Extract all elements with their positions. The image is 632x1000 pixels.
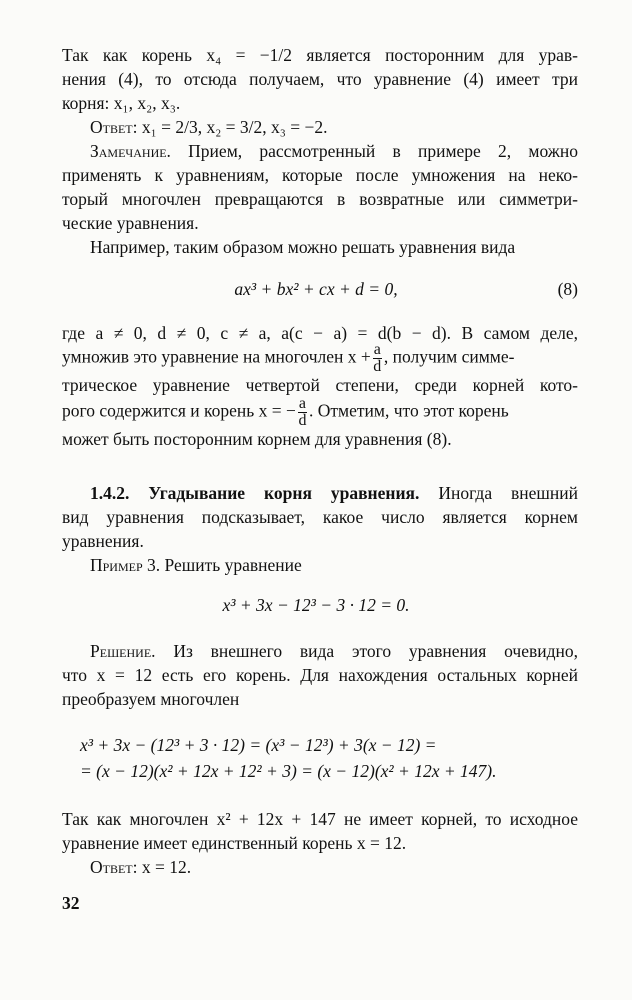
fraction-numerator: a — [373, 341, 381, 358]
text-line: корня: x₁, x₂, x₃. — [62, 93, 181, 113]
section-heading-line — [90, 482, 578, 504]
answer-label: Ответ: — [90, 117, 138, 137]
text-line: торый многочлен превращаются в возвратные или симметри- — [62, 189, 578, 209]
equation-number: (8) — [557, 279, 578, 299]
text-line-with-fraction — [62, 342, 578, 375]
text-line: преобразуем многочлен — [62, 689, 240, 709]
solution-line — [90, 640, 578, 662]
answer-label: Ответ: — [90, 857, 138, 877]
fraction — [373, 342, 382, 375]
equation-line: = (x − 12)(x² + 12x + 12² + 3) = (x − 12)(x² + 12x + 147). — [80, 761, 497, 781]
answer-line — [90, 856, 191, 878]
remark-label: Замечание. — [90, 141, 171, 161]
text-line: что x = 12 есть его корень. Для нахождения остальных корней — [62, 665, 578, 685]
example-label: Пример 3. — [90, 555, 161, 575]
section-heading: 1.4.2. Угадывание корня уравнения. — [90, 483, 420, 503]
answer-line — [90, 116, 328, 138]
text-line: где a ≠ 0, d ≠ 0, c ≠ a, a(c − a) = d(b − d). В самом деле, — [62, 323, 578, 343]
equation-8: ax³ + bx² + cx + d = 0, — [234, 279, 398, 299]
text-line-with-fraction — [62, 396, 578, 429]
solution-text: Из внешнего вида этого уравнения очевидно, — [173, 641, 578, 661]
text-line: уравнения. — [62, 531, 144, 551]
example-line — [90, 554, 302, 576]
equation-example: x³ + 3x − 12³ − 3 · 12 = 0. — [222, 595, 410, 615]
answer-text: x = 12. — [141, 857, 192, 877]
text-segment: умножив это уравнение на многочлен x + — [62, 346, 371, 367]
text-line: вид уравнения подсказывает, какое число является корнем — [62, 507, 578, 527]
text-line: может быть посторонним корнем для уравнения (8). — [62, 429, 452, 449]
text-line: Так как многочлен x² + 12x + 147 не имеет корней, то исходное — [62, 809, 578, 829]
text-segment: . Отметим, что этот корень — [309, 400, 509, 421]
remark-text: Прием, рассмотренный в примере 2, можно — [188, 141, 579, 161]
fraction-denominator: d — [373, 358, 382, 375]
text-line: ческие уравнения. — [62, 213, 199, 233]
equation-line: x³ + 3x − (12³ + 3 · 12) = (x³ − 12³) + 3(x − 12) = — [80, 735, 437, 755]
text-line: Так как корень x₄ = −1/2 является посторонним для урав- — [62, 45, 578, 65]
section-text: Иногда внешний — [438, 483, 579, 503]
text-line: уравнение имеет единственный корень x = 12. — [62, 833, 407, 853]
text-segment: рого содержится и корень x = − — [62, 400, 296, 421]
solution-label: Решение. — [90, 641, 156, 661]
text-line: Например, таким образом можно решать уравнения вида — [90, 237, 516, 257]
remark-line — [90, 140, 578, 162]
text-segment: , получим симме- — [383, 346, 515, 367]
fraction-denominator: d — [298, 412, 307, 429]
answer-text: x₁ = 2/3, x₂ = 3/2, x₃ = −2. — [141, 117, 328, 137]
fraction — [298, 396, 307, 429]
page-number: 32 — [62, 893, 80, 913]
example-text: Решить уравнение — [164, 555, 302, 575]
fraction-numerator: a — [298, 395, 307, 412]
text-line: нения (4), то отсюда получаем, что уравнение (4) имеет три — [62, 69, 578, 89]
text-line: трическое уравнение четвертой степени, среди корней кото- — [62, 375, 578, 395]
text-line: применять к уравнениям, которые после умножения на неко- — [62, 165, 578, 185]
